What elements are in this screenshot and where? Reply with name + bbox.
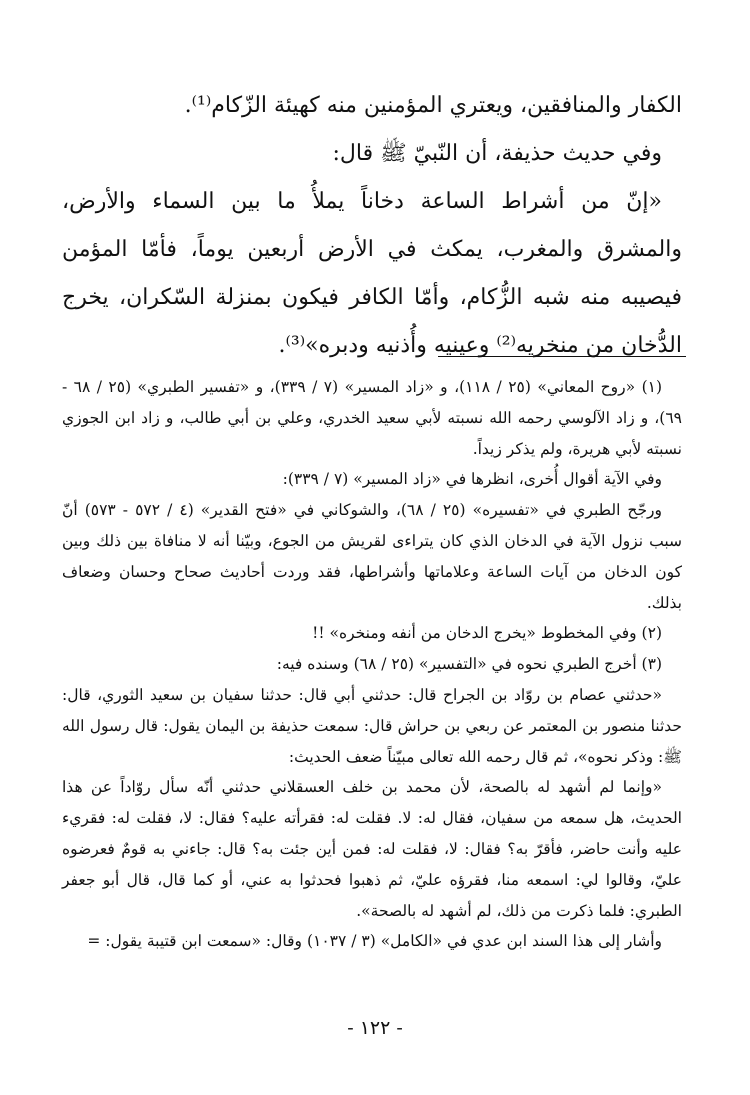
main-text <box>62 82 682 370</box>
footnote-3-chain: «حدثني عصام بن روّاد بن الجراح قال: حدثني أبي قال: حدثنا سفيان بن سعيد الثوري، قال: حدثنا منصور بن المعتمر عن ربعي بن حراش قال: سمعت حذيفة بن اليمان يقول: قال رسول الله ﷺ: وذكر نحوه»، ثم قال رحمه الله تعالى مبيّناً ضعف الحديث: <box>62 685 682 766</box>
page-number: - ١٢٢ - <box>347 1017 403 1039</box>
footnote-3-continued: وأشار إلى هذا السند ابن عدي في «الكامل» (٣ / ١٠٣٧) وقال: «سمعت ابن قتيبة يقول: = <box>87 932 662 951</box>
footnote-1: (١) «روح المعاني» (٢٥ / ١١٨)، و «زاد المسير» (٧ / ٣٣٩)، و «تفسير الطبري» (٢٥ / ٦٨ - ٦٩)، و زاد الآلوسي رحمه الله نسبته لأبي سعيد الخدري، وعلي بن أبي طالب، و زاد ابن الجوزي نسبته لأبي هريرة، ولم يذكر زيداً. <box>62 378 682 458</box>
footnote-1-note-a: وفي الآية أقوال أُخرى، انظرها في «زاد المسير» (٧ / ٣٣٩): <box>282 470 662 489</box>
footnote-separator <box>438 356 686 357</box>
footnote-3: (٣) أخرج الطبري نحوه في «التفسير» (٢٥ / ٦٨) وسنده فيه: <box>276 655 662 674</box>
footnote-1-note-b: ورجّح الطبري في «تفسيره» (٢٥ / ٦٨)، والشوكاني في «فتح القدير» (٤ / ٥٧٢ - ٥٧٣) أنّ سبب نزول الآية في الدخان الذي كان يتراءى لقريش من الجوع، وبيّنا أنه لا منافاة بين ذلك وبين كون الدخان من آيات الساعة وعلاماتها وأشراطها، فقد وردت أحاديث صحاح وحسان وضعاف بذلك. <box>62 501 682 612</box>
footnotes <box>62 372 682 957</box>
footnote-3-quote: «وإنما لم أشهد له بالصحة، لأن محمد بن خلف العسقلاني حدثني أنّه سأل روّاداً عن هذا الحديث، هل سمعه من سفيان، فقال له: لا. فقلت له: فقرأته عليه؟ فقال: لا، فقلت له: فقريء عليه وأنت حاضر، فأقرّ به؟ فقال: لا، فقلت له: فمن أين جئت به؟ قال: جاءني به قومٌ فعرضوه عليّ، وقالوا لي: اسمعه منا، فقرؤه عليّ، ثم ذهبوا فحدثوا به عني، أو كما قال، قال أبو جعفر الطبري: فلما ذكرت من ذلك، لم أشهد له بالصحة». <box>62 778 682 920</box>
main-paragraph-2: وفي حديث حذيفة، أن النّبيّ ﷺ قال: <box>332 141 662 166</box>
main-paragraph-1: الكفار والمنافقين، ويعتري المؤمنين منه كهيئة الزّكام⁽¹⁾. <box>184 93 682 118</box>
footnote-2: (٢) وفي المخطوط «يخرج الدخان من أنفه ومنخره» !! <box>312 624 662 643</box>
main-paragraph-3: «إنّ من أشراط الساعة دخاناً يملأُ ما بين السماء والأرض، والمشرق والمغرب، يمكث في الأرض أربعين يوماً، فأمّا المؤمن فيصيبه منه شبه الزُّكام، وأمّا الكافر فيكون بمنزلة السّكران، يخرج الدُّخان من منخريه⁽²⁾ وعينيه وأُذنيه ودبره»⁽³⁾. <box>62 189 682 358</box>
